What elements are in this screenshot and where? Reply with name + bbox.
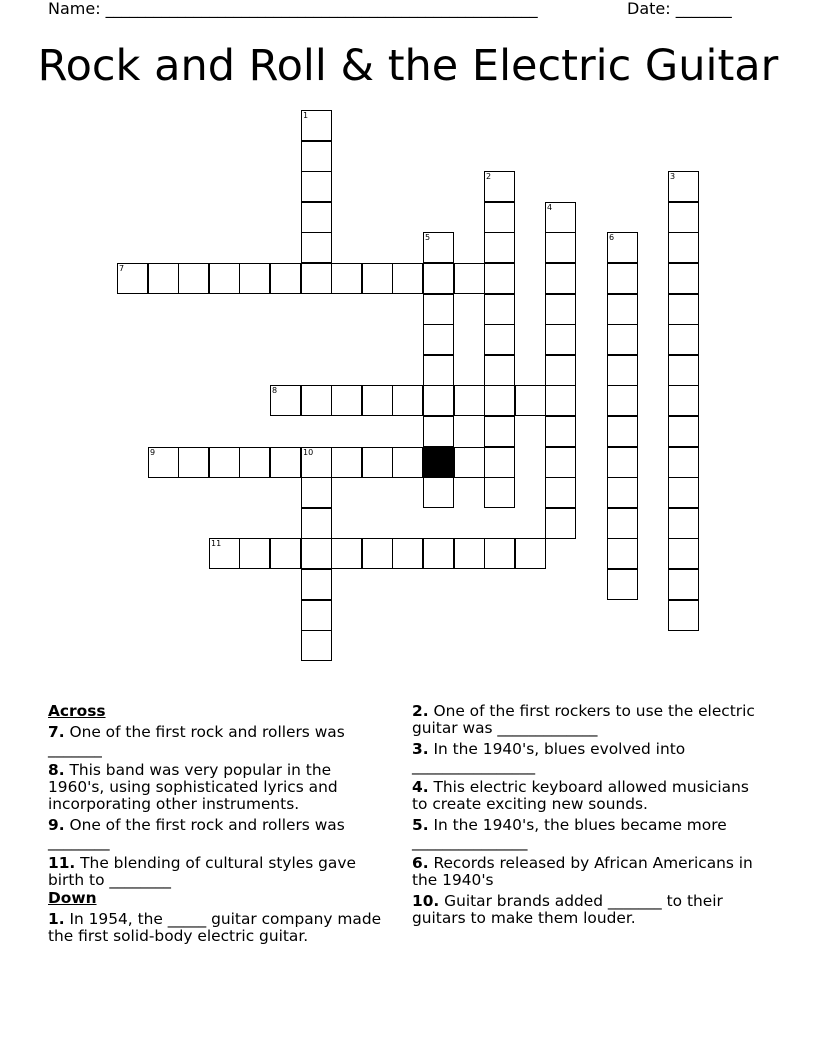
grid-cell[interactable] <box>668 385 699 416</box>
grid-cell[interactable] <box>454 385 485 416</box>
grid-cell[interactable] <box>607 294 638 325</box>
grid-cell[interactable] <box>301 110 332 141</box>
grid-cell[interactable] <box>545 416 576 447</box>
grid-cell[interactable] <box>668 171 699 202</box>
grid-cell[interactable] <box>423 538 454 569</box>
grid-cell[interactable] <box>607 324 638 355</box>
clue-item-number: 10. <box>412 892 440 910</box>
clue-item <box>412 893 757 927</box>
grid-cell[interactable] <box>454 263 485 294</box>
grid-cell[interactable] <box>668 202 699 233</box>
clue-number: 11 <box>211 539 222 548</box>
grid-cell[interactable] <box>331 447 362 478</box>
clue-item-text: Guitar brands added _______ to their guitars to make them louder. <box>412 892 723 927</box>
grid-cell[interactable] <box>362 385 393 416</box>
clue-item-text: This band was very popular in the 1960's, using sophisticated lyrics and incorporating other instruments. <box>48 761 338 813</box>
grid-cell[interactable] <box>668 263 699 294</box>
grid-cell[interactable] <box>423 324 454 355</box>
grid-cell[interactable] <box>301 630 332 661</box>
grid-cell[interactable] <box>362 263 393 294</box>
clue-number: 8 <box>272 386 278 395</box>
grid-cell[interactable] <box>423 477 454 508</box>
grid-cell[interactable] <box>270 385 301 416</box>
clue-item <box>412 779 757 813</box>
clue-number: 6 <box>609 233 615 242</box>
grid-cell[interactable] <box>545 232 576 263</box>
clue-number: 5 <box>425 233 431 242</box>
clue-number: 7 <box>119 264 125 273</box>
grid-cell[interactable] <box>484 202 515 233</box>
grid-cell[interactable] <box>545 355 576 386</box>
grid-cell[interactable] <box>301 385 332 416</box>
grid-cell[interactable] <box>668 508 699 539</box>
grid-cell[interactable] <box>301 202 332 233</box>
grid-cell[interactable] <box>148 263 179 294</box>
grid-cell[interactable] <box>301 600 332 631</box>
grid-cell[interactable] <box>668 324 699 355</box>
grid-cell[interactable] <box>209 263 240 294</box>
clue-item-text: In the 1940's, the blues became more _______________ <box>412 816 727 851</box>
clue-item <box>412 817 757 851</box>
grid-cell[interactable] <box>607 232 638 263</box>
grid-cell[interactable] <box>484 416 515 447</box>
grid-cell[interactable] <box>270 263 301 294</box>
grid-cell[interactable] <box>239 263 270 294</box>
grid-cell[interactable] <box>484 232 515 263</box>
name-field[interactable]: Name: ______________________________________________________ <box>48 0 538 18</box>
clue-number: 10 <box>303 448 314 457</box>
grid-cell[interactable] <box>515 538 546 569</box>
clue-item-text: One of the first rock and rollers was _______ <box>48 723 345 758</box>
down-heading: Down <box>48 889 97 907</box>
grid-cell[interactable] <box>545 202 576 233</box>
clues-left-column <box>48 703 388 949</box>
grid-cell[interactable] <box>668 569 699 600</box>
grid-cell[interactable] <box>301 569 332 600</box>
clue-number: 3 <box>670 172 676 181</box>
grid-cell[interactable] <box>668 416 699 447</box>
grid-cell[interactable] <box>423 355 454 386</box>
clue-item-text: The blending of cultural styles gave birth to ________ <box>48 854 356 889</box>
grid-cell[interactable] <box>668 294 699 325</box>
grid-cell[interactable] <box>454 538 485 569</box>
clues-right-column <box>412 703 757 931</box>
grid-cell[interactable] <box>331 263 362 294</box>
grid-cell[interactable] <box>301 538 332 569</box>
grid-cell[interactable] <box>545 263 576 294</box>
grid-cell[interactable] <box>117 263 148 294</box>
grid-cell[interactable] <box>392 385 423 416</box>
block-cell <box>423 447 454 478</box>
clue-item <box>48 817 388 851</box>
clue-item <box>48 911 388 945</box>
grid-cell[interactable] <box>668 477 699 508</box>
clue-item-text: Records released by African Americans in the 1940's <box>412 854 753 889</box>
grid-cell[interactable] <box>301 141 332 172</box>
grid-cell[interactable] <box>484 385 515 416</box>
grid-cell[interactable] <box>668 538 699 569</box>
grid-cell[interactable] <box>545 385 576 416</box>
page-title: Rock and Roll & the Electric Guitar <box>37 41 779 91</box>
grid-cell[interactable] <box>607 416 638 447</box>
grid-cell[interactable] <box>484 171 515 202</box>
grid-cell[interactable] <box>607 355 638 386</box>
clue-item-number: 7. <box>48 723 65 741</box>
grid-cell[interactable] <box>423 263 454 294</box>
clue-item-number: 5. <box>412 816 429 834</box>
across-clue-list <box>48 724 388 889</box>
grid-cell[interactable] <box>668 232 699 263</box>
grid-cell[interactable] <box>270 538 301 569</box>
grid-cell[interactable] <box>484 477 515 508</box>
grid-cell[interactable] <box>239 538 270 569</box>
clue-item-number: 3. <box>412 740 429 758</box>
grid-cell[interactable] <box>668 600 699 631</box>
grid-cell[interactable] <box>301 171 332 202</box>
grid-cell[interactable] <box>301 477 332 508</box>
clue-item-text: This electric keyboard allowed musicians to create exciting new sounds. <box>412 778 749 813</box>
grid-cell[interactable] <box>484 538 515 569</box>
clue-item <box>48 855 388 889</box>
grid-cell[interactable] <box>301 447 332 478</box>
clue-item <box>48 724 388 758</box>
grid-cell[interactable] <box>362 538 393 569</box>
grid-cell[interactable] <box>484 324 515 355</box>
clue-item-text: One of the first rockers to use the electric guitar was _____________ <box>412 702 755 737</box>
grid-cell[interactable] <box>423 232 454 263</box>
grid-cell[interactable] <box>545 447 576 478</box>
clue-item-number: 2. <box>412 702 429 720</box>
clue-item <box>412 741 757 775</box>
grid-cell[interactable] <box>607 447 638 478</box>
grid-cell[interactable] <box>301 232 332 263</box>
grid-cell[interactable] <box>423 294 454 325</box>
grid-cell[interactable] <box>545 477 576 508</box>
grid-cell[interactable] <box>178 447 209 478</box>
grid-cell[interactable] <box>209 538 240 569</box>
clue-item-text: In the 1940's, blues evolved into ________________ <box>412 740 686 775</box>
clue-item-number: 1. <box>48 910 65 928</box>
grid-cell[interactable] <box>668 355 699 386</box>
grid-cell[interactable] <box>668 447 699 478</box>
clue-item-number: 11. <box>48 854 76 872</box>
grid-cell[interactable] <box>484 263 515 294</box>
grid-cell[interactable] <box>607 477 638 508</box>
clue-number: 2 <box>486 172 492 181</box>
clue-item <box>412 855 757 889</box>
grid-cell[interactable] <box>239 447 270 478</box>
down-clue-list-left <box>48 911 388 945</box>
grid-cell[interactable] <box>607 569 638 600</box>
grid-cell[interactable] <box>301 263 332 294</box>
grid-cell[interactable] <box>484 355 515 386</box>
grid-cell[interactable] <box>392 263 423 294</box>
grid-cell[interactable] <box>301 508 332 539</box>
grid-cell[interactable] <box>607 385 638 416</box>
grid-cell[interactable] <box>331 538 362 569</box>
grid-cell[interactable] <box>545 324 576 355</box>
across-heading: Across <box>48 702 106 720</box>
grid-cell[interactable] <box>484 447 515 478</box>
grid-cell[interactable] <box>362 447 393 478</box>
grid-cell[interactable] <box>423 416 454 447</box>
clue-item <box>48 762 388 813</box>
grid-cell[interactable] <box>515 385 546 416</box>
grid-cell[interactable] <box>392 538 423 569</box>
clue-item <box>412 703 757 737</box>
clue-number: 1 <box>303 111 309 120</box>
grid-cell[interactable] <box>270 447 301 478</box>
grid-cell[interactable] <box>209 447 240 478</box>
grid-cell[interactable] <box>607 263 638 294</box>
clue-item-text: One of the first rock and rollers was ________ <box>48 816 345 851</box>
grid-cell[interactable] <box>331 385 362 416</box>
clue-number: 9 <box>150 448 156 457</box>
grid-cell[interactable] <box>148 447 179 478</box>
clue-item-text: In 1954, the _____ guitar company made the first solid-body electric guitar. <box>48 910 382 945</box>
grid-cell[interactable] <box>545 508 576 539</box>
clue-item-number: 4. <box>412 778 429 796</box>
clue-item-number: 8. <box>48 761 65 779</box>
date-field[interactable]: Date: _______ <box>627 0 732 18</box>
grid-cell[interactable] <box>484 294 515 325</box>
grid-cell[interactable] <box>423 385 454 416</box>
clue-item-number: 9. <box>48 816 65 834</box>
grid-cell[interactable] <box>454 447 485 478</box>
grid-cell[interactable] <box>178 263 209 294</box>
grid-cell[interactable] <box>607 538 638 569</box>
down-clue-list-right <box>412 703 757 927</box>
clue-item-number: 6. <box>412 854 429 872</box>
grid-cell[interactable] <box>392 447 423 478</box>
clue-number: 4 <box>547 203 553 212</box>
grid-cell[interactable] <box>545 294 576 325</box>
grid-cell[interactable] <box>607 508 638 539</box>
